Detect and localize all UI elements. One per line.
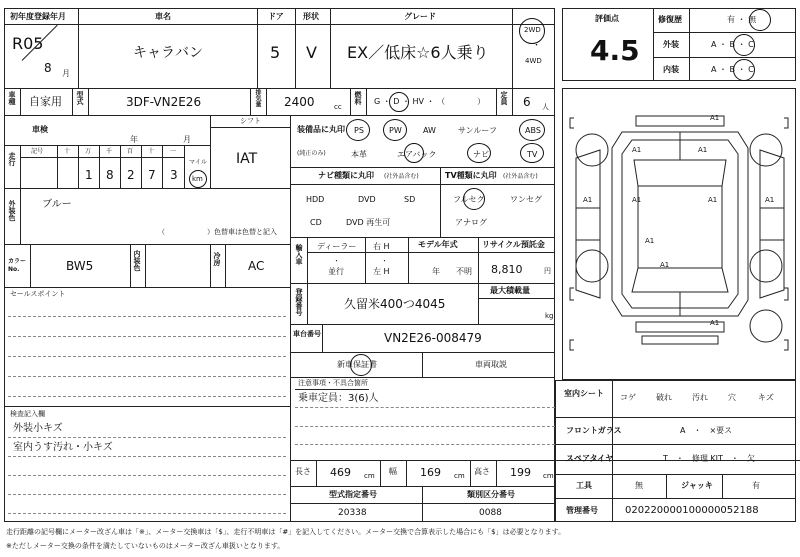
navi-title: ナビ種類に丸印 [318,171,374,180]
divider [290,283,555,284]
equip-airbag: エアバック [397,150,437,159]
color-note: （ ）色替車は色替と記入 [158,228,277,236]
tv-fullseg: フルセグ [453,195,485,204]
divider [210,244,211,287]
equip-sunroof: サンルーフ [458,126,497,135]
tools-value: 無 [635,481,643,490]
equip-pw: PW [389,126,402,135]
jack-label: ジャッキ [681,481,713,490]
divider [653,8,654,81]
mileage-digit: 7 [148,168,156,182]
shaken-year-unit: 年 [130,135,138,144]
repair-options: 有 ・ 無 [727,15,757,24]
color-value: ブルー [42,199,72,210]
color-no-label: カラーNo. [8,258,27,273]
mileage-label: 走行 [8,152,16,166]
sales-point-label: セールスポイント [10,290,66,298]
mgmt-label: 管理番号 [566,506,598,515]
exterior-circle [733,34,755,56]
divider [130,244,131,287]
tv-sub: (社外品含む) [503,173,538,180]
equip-circle [383,119,407,141]
divider [4,188,290,189]
digit-label: 百 [127,148,134,155]
ac-label: 冷房 [213,252,221,266]
fuel-label: 燃料 [354,91,362,105]
divider [4,88,555,89]
digit-label: 十 [64,148,71,155]
divider [496,460,497,486]
divider [184,145,185,188]
doors-value: 5 [270,43,281,62]
divider [422,486,423,522]
height-unit: cm [543,472,554,480]
tv-title: TV種類に丸印 [445,171,497,180]
ruled-line [8,494,286,495]
month-unit: 月 [62,69,70,78]
shaken-month-unit: 月 [183,135,191,144]
import-parallel: 並行 [328,267,344,276]
displacement-label: 排気量 [254,89,261,107]
divider [653,57,796,58]
sheet-option: 破れ [656,393,672,402]
divider [162,145,163,188]
divider [20,145,21,188]
mile-label: マイル [189,159,207,166]
ruled-line [8,513,286,514]
shaken-label: 車検 [32,125,48,134]
damage-mark: A1 [660,261,670,269]
divider [290,237,555,238]
divider [295,8,296,88]
first-reg-label: 初年度登録年月 [10,12,66,21]
divider [30,244,31,287]
divider [478,298,555,299]
tv-oneseg: ワンセグ [510,195,542,204]
divider [257,8,258,88]
car-diagram [562,88,796,380]
divider [78,145,79,188]
inspector-label: 検査記入欄 [10,410,45,418]
divider [20,157,184,158]
ruled-line [8,316,286,317]
divider [366,88,367,115]
import-left: 左 H [373,267,390,276]
divider [290,377,555,378]
navi-dvd-play: DVD 再生可 [346,218,391,227]
equip-circle [467,143,491,163]
inspector-line: 室内うす汚れ・小キズ [13,442,113,453]
equip-circle [404,143,424,163]
drive-2wd: 2WD [524,26,541,34]
divider [555,474,796,475]
recycle-label: リサイクル預託金 [482,240,545,249]
equip-circle [520,143,544,163]
type-designation-label: 型式指定番号 [329,490,377,499]
divider [88,88,89,115]
width-value: 169 [420,466,441,479]
divider [57,145,58,188]
repair-circle [749,9,771,31]
digit-label: 千 [106,148,113,155]
ruled-line [8,356,286,357]
height-value: 199 [510,466,531,479]
model-label: 型式 [76,91,84,105]
divider [290,184,555,185]
width-unit: cm [454,472,465,480]
ruled-line [8,336,286,337]
first-reg-year: R05 [12,34,44,53]
color-no-value: BW5 [66,259,94,273]
damage-mark: A1 [708,196,718,204]
front-glass-label: フロントガラス [566,426,622,435]
interior-options: A ・ B ・ C [711,65,754,74]
navi-dvd: DVD [358,195,376,204]
ruled-line [295,426,555,427]
import-sep: ・ [333,257,340,265]
ruled-line [8,475,286,476]
mileage-digit: 1 [85,168,93,182]
footer-line: 走行距離の記号欄にメーター改ざん車は「※」、メーター交換車は「$」、走行不明車は「#」を記入してください。メーター交換で合算表示した場合にも「$」は必要となります。 [6,528,566,536]
class-number-value: 0088 [479,508,502,518]
divider [307,283,308,324]
capacity-value: 6 [523,95,531,109]
km-label: km [192,175,203,183]
registration-value: 久留米400つ4045 [344,297,446,311]
exterior-options: A ・ B ・ C [711,40,754,49]
ruled-line [8,437,286,438]
divider [99,145,100,188]
max-load-unit: kg [545,312,554,320]
divider [478,237,479,283]
equipment-sub: (純正のみ) [297,150,326,157]
divider [555,444,796,445]
divider [350,88,351,115]
divider [4,115,555,116]
divider [365,237,366,283]
shift-value: IAT [236,151,258,167]
divider [120,145,121,188]
divider [210,127,290,128]
spare-tire-value: T ・ 修理 KIT ・ 欠 [663,454,755,463]
damage-mark: A1 [765,196,775,204]
divider [440,167,441,237]
notes-text: 乗車定員：3(6)人 [298,393,379,404]
divider [380,460,381,486]
displacement-unit: cc [334,103,342,111]
equipment-label: 装備品に丸印 [297,125,345,134]
divider [72,88,73,115]
max-load-label: 最大積載量 [490,286,530,295]
divider [316,460,317,486]
damage-mark: A1 [698,146,708,154]
divider [666,474,667,498]
tv-analog: アナログ [455,218,487,227]
divider [330,8,331,88]
spare-tire-label: スペアタイヤ [566,454,614,463]
warranty-circle [350,354,372,376]
ruled-line [295,407,555,408]
exterior-label: 外装 [663,40,679,49]
car-name-label: 車名 [155,12,171,21]
navi-hdd: HDD [306,195,325,204]
equip-leather: 本革 [351,150,367,159]
equip-circle [346,119,370,141]
tools-label: 工具 [576,481,592,490]
divider [4,145,210,146]
width-label: 幅 [389,467,397,476]
divider [210,115,211,188]
divider [555,498,796,499]
divider [496,88,497,115]
import-dealer: ディーラー [317,242,357,251]
repair-label: 修復歴 [658,15,682,24]
tv-circle [463,188,485,210]
warranty: 新車保証書 [337,360,377,369]
digit-label: 記号 [31,148,44,155]
grade-label: グレード [404,12,436,21]
score-value: 4.5 [590,34,640,67]
divider [20,188,21,244]
divider [653,32,796,33]
footer-line: ※ただしメーター交換の条件を満たしていないものはメーター改ざん車扱いとなります。 [6,542,285,550]
import-label: 輸入車 [295,244,303,265]
divider [422,352,423,377]
navi-cd: CD [310,218,322,227]
divider [290,503,555,504]
ruled-line [8,376,286,377]
divider [470,460,471,486]
equip-abs: ABS [525,126,541,135]
divider [266,88,267,115]
jack-value: 有 [752,481,760,490]
divider [290,324,555,325]
divider [4,406,290,407]
usage-value: 自家用 [29,95,62,108]
divider [78,8,79,88]
digit-label: 一 [170,148,177,155]
equip-ps: PS [354,126,364,135]
import-right: 右 H [373,242,390,251]
divider [689,8,690,81]
divider [722,474,723,498]
mileage-digit: 2 [127,168,135,182]
equip-tv: TV [527,150,538,159]
import-sep: ・ [381,257,388,265]
divider [322,324,323,352]
height-label: 高さ [474,467,490,476]
shape-value: V [306,43,317,62]
mgmt-value: 020220000100000052188 [625,505,759,516]
sheet-option: コゲ [620,393,636,402]
divider [612,380,613,522]
first-reg-month: 8 [44,61,52,75]
ruled-line [295,444,555,445]
chassis-value: VN2E26-008479 [384,331,482,345]
chassis-label: 車台番号 [293,330,321,338]
divider [225,244,226,287]
equip-aw: AW [423,126,436,135]
interior-sheet-label: 室内シート [564,389,604,398]
divider [145,244,146,287]
registration-label: 登録番号 [295,288,303,316]
navi-sd: SD [404,195,416,204]
damage-mark: A1 [632,196,642,204]
recycle-unit: 円 [544,267,551,275]
sheet-option: キズ [758,393,774,402]
fuel-options: G ・ D ・ HV ・ （ ） [374,97,486,106]
interior-label: 内装 [663,65,679,74]
displacement-value: 2400 [284,95,315,109]
grade-value: EX／低床☆6人乗り [347,43,489,62]
fuel-circle [389,92,409,112]
model-year-year: 年 [432,267,440,276]
drive-sep: ・ [532,41,542,51]
color-label: 外装色 [8,200,16,221]
divider [250,88,251,115]
length-value: 469 [330,466,351,479]
divider [555,417,796,418]
front-glass-value: A ・ ×要ス [680,426,733,435]
length-label: 長さ [295,467,311,476]
ruled-line [8,456,286,457]
mileage-digit: 8 [106,168,114,182]
divider [512,8,513,88]
damage-mark: A1 [583,196,593,204]
damage-mark: A1 [645,237,655,245]
damage-mark: A1 [710,319,720,327]
damage-mark: A1 [710,114,720,122]
model-value: 3DF-VN2E26 [126,95,202,109]
capacity-label: 定員 [500,91,508,105]
ruled-line [8,396,286,397]
score-label: 評価点 [595,14,619,23]
model-year-label: モデル年式 [418,240,458,249]
inspector-line: 外装小キズ [13,423,63,434]
manual: 車両取説 [475,360,507,369]
drive-4wd: 4WD [525,57,542,65]
digit-label: 万 [85,148,92,155]
divider [406,460,407,486]
divider [408,237,409,283]
type-designation-value: 20338 [338,508,367,518]
interior-circle [733,59,755,81]
divider [4,24,555,25]
equip-circle [519,119,545,141]
divider [4,244,290,245]
capacity-unit: 人 [542,103,549,111]
mileage-digit: 3 [170,168,178,182]
digit-label: 十 [148,148,155,155]
divider [307,237,308,283]
model-year-unknown: 不明 [456,267,472,276]
damage-mark: A1 [632,146,642,154]
class-number-label: 類別区分番号 [467,490,515,499]
car-name: キャラバン [133,45,203,61]
doors-label: ドア [268,12,284,21]
ac-value: AC [248,259,265,273]
notes-title: 注意事項・不具合箇所 [298,379,368,387]
divider [295,389,369,390]
class-label: 車種 [8,91,16,105]
divider [512,88,513,115]
divider [20,88,21,115]
sheet-option: 穴 [728,393,736,402]
interior-color-label: 内装色 [133,250,141,271]
length-unit: cm [364,472,375,480]
divider [4,287,290,288]
divider [290,167,555,168]
divider [307,252,555,253]
equip-navi: ナビ [473,150,489,159]
sheet-option: 汚れ [692,393,708,402]
shape-label: 形状 [303,12,319,21]
recycle-value: 8,810 [491,263,523,276]
navi-sub: (社外品含む) [384,173,419,180]
divider [478,283,479,324]
shift-label: シフト [240,117,261,125]
divider [141,145,142,188]
